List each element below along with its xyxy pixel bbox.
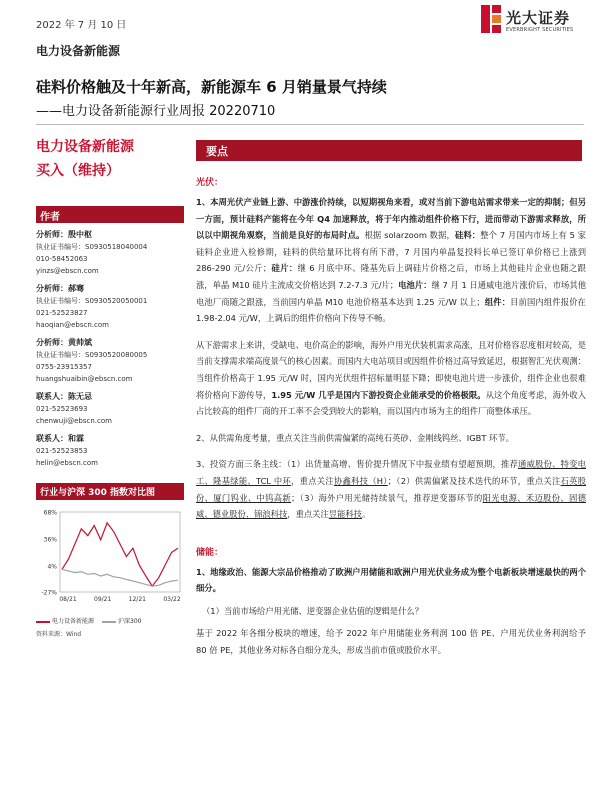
rating: 买入（维持） xyxy=(36,163,120,179)
y-tick-label: 4% xyxy=(47,563,57,571)
author-email[interactable]: chenwuji@ebscn.com xyxy=(36,417,112,425)
author-name: 联系人：陈无忌 xyxy=(36,392,92,401)
author-license: 执业证书编号：S0930520080005 xyxy=(36,351,148,359)
logo-english-text: EVERBRIGHT SECURITIES xyxy=(506,27,574,33)
y-tick-label: 68% xyxy=(43,509,57,517)
pv-paragraph-4: 3、投资方面三条主线：（1）出货量高增、售价提升情况下中报业绩有望超预期，推荐通威股份、特变电工、隆基绿能、TCL 中环，重点关注协鑫科技（H）；（2）供需偏紧及技术迭代的环节，重点关注石英股份、厦门钨业、中钨高新；（3）海外户用光储持续景气，推荐逆变器环节的阳光电源、禾迈股份、固德威、德业股份、锦浪科技，重点关注昱能科技。 xyxy=(196,459,586,520)
author-phone: 010-58452063 xyxy=(36,255,88,263)
series-line-sector xyxy=(62,523,178,586)
authors-list xyxy=(36,229,184,469)
author-name: 联系人：和霖 xyxy=(36,434,84,443)
author-name: 分析师：郝骞 xyxy=(36,284,84,293)
storage-question: （1）当前市场给户用光储、逆变器企业估值的逻辑是什么？ xyxy=(202,605,423,616)
author-entry xyxy=(36,391,184,427)
pv-paragraph-1: 1、本周光伏产业链上游、中游涨价持续，以短期视角来看，或对当前下游电站需求带来一定的抑制；但另一方面，预计硅料产能将在今年 Q4 加速释放，将于年内推动组件价格下行，进而带动下游需求释放，所以以中期视角观察，当前是良好的布局时点。根据 solarzoom 数据，硅料：整个 7 月国内市场上有 5 家硅料企业进入检修期，硅料的供给量环比将有所下滑，7 月国内单晶复投料长单已签订单价格已上涨到 286-290 元/公斤；硅片：继 6 月底中环、隆基先后上调硅片价格之后，市场上其他硅片企业也随之跟涨，单晶 M10 硅片主流成交价格达到 7.2-7.3 元/片；电池片：继 7 月 1 日通威电池片涨价后，市场其他电池厂商随之跟涨，当前国内单晶 M10 电池价格基本达到 1.25 元/W 以上；组件：目前国内组件报价在 1.98-2.04 元/W，上调后的组件价格向下传导不畅。 xyxy=(196,197,586,324)
author-name: 分析师：黄帅斌 xyxy=(36,338,92,347)
chart-plot-frame xyxy=(60,512,180,592)
key-points-heading: 要点 xyxy=(196,140,582,161)
company-logo xyxy=(480,4,584,40)
author-phone: 021-52523853 xyxy=(36,447,88,455)
key-points-section xyxy=(196,140,586,659)
author-entry xyxy=(36,229,184,277)
author-name: 分析师：殷中枢 xyxy=(36,230,92,239)
x-tick-label: 03/22 xyxy=(163,596,181,603)
author-phone: 021-52523693 xyxy=(36,405,88,413)
author-license: 执业证书编号：S0930520050001 xyxy=(36,297,148,305)
chart-legend xyxy=(36,616,184,625)
pv-paragraph-2: 从下游需求上来讲，受缺电、电价高企的影响，海外户用光伏装机需求高涨，且对价格容忍度相对较高，是当前支撑需求端高度景气的核心因素。而国内大电站项目或因组件价格过高导致延迟，根据智汇光伏观测：当组件价格高于 1.95 元/W 时，国内光伏组件招标量明显下降；即使电池片进一步涨价，组件企业也很难将价格向下游传导，1.95 元/W 几乎是国内下游投资企业能承受的价格极限。从这个角度考虑，海外收入占比较高的组件厂商的开工率不会受到较大的影响，而以国内市场为主的组件厂商整体承压。 xyxy=(196,339,586,417)
report-subtitle: ——电力设备新能源行业周报 20220710 xyxy=(36,104,276,119)
chart-source: 资料来源：Wind xyxy=(36,631,82,638)
legend-item-sector: 电力设备新能源 xyxy=(36,616,94,625)
chart-heading: 行业与沪深 300 指数对比图 xyxy=(36,483,184,500)
author-entry xyxy=(36,337,184,385)
x-tick-label: 09/21 xyxy=(94,596,112,603)
storage-label: 储能： xyxy=(196,547,224,558)
author-phone: 021-52523827 xyxy=(36,309,88,317)
report-title: 硅料价格触及十年新高，新能源车 6 月销量景气持续 xyxy=(36,78,387,96)
left-sidebar xyxy=(36,134,184,638)
report-sector: 电力设备新能源 xyxy=(36,44,121,58)
header-divider xyxy=(36,124,584,125)
sidebar-sector: 电力设备新能源 xyxy=(36,139,134,155)
legend-item-hs300: 沪深300 xyxy=(102,616,141,625)
author-email[interactable]: helin@ebscn.com xyxy=(36,459,98,467)
storage-paragraph-1: 1、地缘政治、能源大宗品价格推动了欧洲户用储能和欧洲户用光伏业务成为整个电新板块增速最快的两个细分。 xyxy=(196,566,586,594)
pv-label: 光伏： xyxy=(196,178,224,188)
author-entry xyxy=(36,283,184,331)
pv-paragraph-3: 2、从供需角度考量，重点关注当前供需偏紧的高纯石英砂、金刚线钨丝、IGBT 环节。 xyxy=(196,432,514,443)
author-email[interactable]: huangshuaibin@ebscn.com xyxy=(36,375,133,383)
author-license: 执业证书编号：S0930518040004 xyxy=(36,243,148,251)
storage-paragraph-2: 基于 2022 年各细分板块的增速，给予 2022 年户用储能业务利润 100 倍 PE、户用光伏业务利润给予 80 倍 PE，其他业务对标各自细分龙头，形成当前市值或股价水平。 xyxy=(196,628,586,656)
author-email[interactable]: haoqian@ebscn.com xyxy=(36,321,109,329)
x-tick-label: 08/21 xyxy=(59,596,77,603)
y-tick-label: 36% xyxy=(43,536,57,544)
index-comparison-chart xyxy=(36,506,184,614)
report-date: 2022 年 7 月 10 日 xyxy=(36,20,127,31)
x-tick-label: 12/21 xyxy=(128,596,146,603)
logo-chinese-text: 光大证券 xyxy=(506,9,571,27)
authors-heading: 作者 xyxy=(36,206,184,223)
series-line-hs300 xyxy=(62,569,178,586)
author-phone: 0755-23915357 xyxy=(36,363,92,371)
y-tick-label: -27% xyxy=(41,589,57,597)
logo-mark-icon xyxy=(480,4,502,34)
author-email[interactable]: yinzs@ebscn.com xyxy=(36,267,99,275)
author-entry xyxy=(36,433,184,469)
